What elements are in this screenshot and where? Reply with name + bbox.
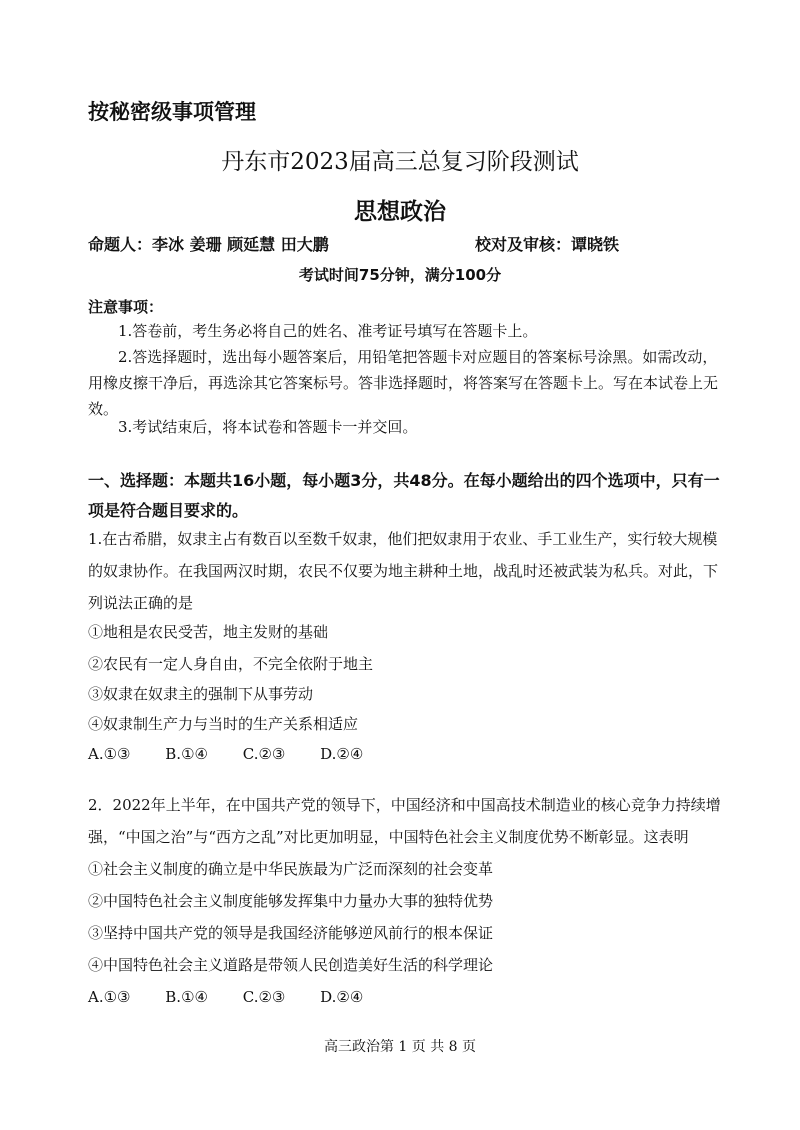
page-footer: 高三政治第 1 页 共 8 页 xyxy=(323,1039,477,1055)
question-option: ①地租是农民受苦，地主发财的基础 xyxy=(88,623,329,641)
choice-d: D.②④ xyxy=(320,988,364,1006)
section-heading: 一、选择题：本题共16小题，每小题3分，共48分。在每小题给出的四个选项中，只有一项是符合题目要求的。 xyxy=(88,471,720,520)
choice-a: A.①③ xyxy=(88,745,131,763)
notice-item: 2.答选择题时，选出每小题答案后，用铅笔把答题卡对应题目的答案标号涂黑。如需改动，用橡皮擦干净后，再选涂其它答案标号。答非选择题时，将答案写在答题卡上。写在本试卷上无效。 xyxy=(88,348,719,418)
notice-item: 1.答卷前，考生务必将自己的姓名、准考证号填写在答题卡上。 xyxy=(118,322,538,340)
choice-a: A.①③ xyxy=(88,988,131,1006)
exam-time-info: 考试时间75分钟，满分100分 xyxy=(298,266,502,284)
question-option: ②中国特色社会主义制度能够发挥集中力量办大事的独特优势 xyxy=(88,892,494,910)
question-option: ②农民有一定人身自由，不完全依附于地主 xyxy=(88,655,374,673)
question-option: ①社会主义制度的确立是中华民族最为广泛而深刻的社会变革 xyxy=(88,860,494,878)
subject-title: 思想政治 xyxy=(354,199,446,225)
exam-title: 丹东市2023届高三总复习阶段测试 xyxy=(221,149,579,175)
notice-heading: 注意事项： xyxy=(88,298,164,316)
choice-c: C.②③ xyxy=(242,745,286,763)
question-stem: 1.在古希腊，奴隶主占有数百以至数千奴隶，他们把奴隶用于农业、手工业生产，实行较大规模的奴隶协作。在我国两汉时期，农民不仅要为地主耕种土地，战乱时还被武装为私兵。对此，下列说法正确的是 xyxy=(88,530,719,612)
choice-b: B.①④ xyxy=(165,745,208,763)
secret-mark: 按秘密级事项管理 xyxy=(88,100,256,124)
answer-choices xyxy=(88,988,393,1006)
notice-item: 3.考试结束后，将本试卷和答题卡一并交回。 xyxy=(118,418,418,436)
reviewer-line: 校对及审核：谭晓铁 xyxy=(475,235,620,254)
answer-choices xyxy=(88,745,393,763)
choice-b: B.①④ xyxy=(165,988,208,1006)
question-option: ④奴隶制生产力与当时的生产关系相适应 xyxy=(88,715,359,733)
question-option: ③坚持中国共产党的领导是我国经济能够逆风前行的根本保证 xyxy=(88,924,494,942)
choice-c: C.②③ xyxy=(242,988,286,1006)
question-option: ④中国特色社会主义道路是带领人民创造美好生活的科学理论 xyxy=(88,956,494,974)
authors-line: 命题人：李冰 姜珊 顾延慧 田大鹏 xyxy=(88,235,329,254)
question-stem: 2．2022年上半年，在中国共产党的领导下，中国经济和中国高技术制造业的核心竞争力持续增强，“中国之治”与“西方之乱”对比更加明显，中国特色社会主义制度优势不断彰显。这表明 xyxy=(88,796,721,846)
question-option: ③奴隶在奴隶主的强制下从事劳动 xyxy=(88,685,314,703)
choice-d: D.②④ xyxy=(320,745,364,763)
